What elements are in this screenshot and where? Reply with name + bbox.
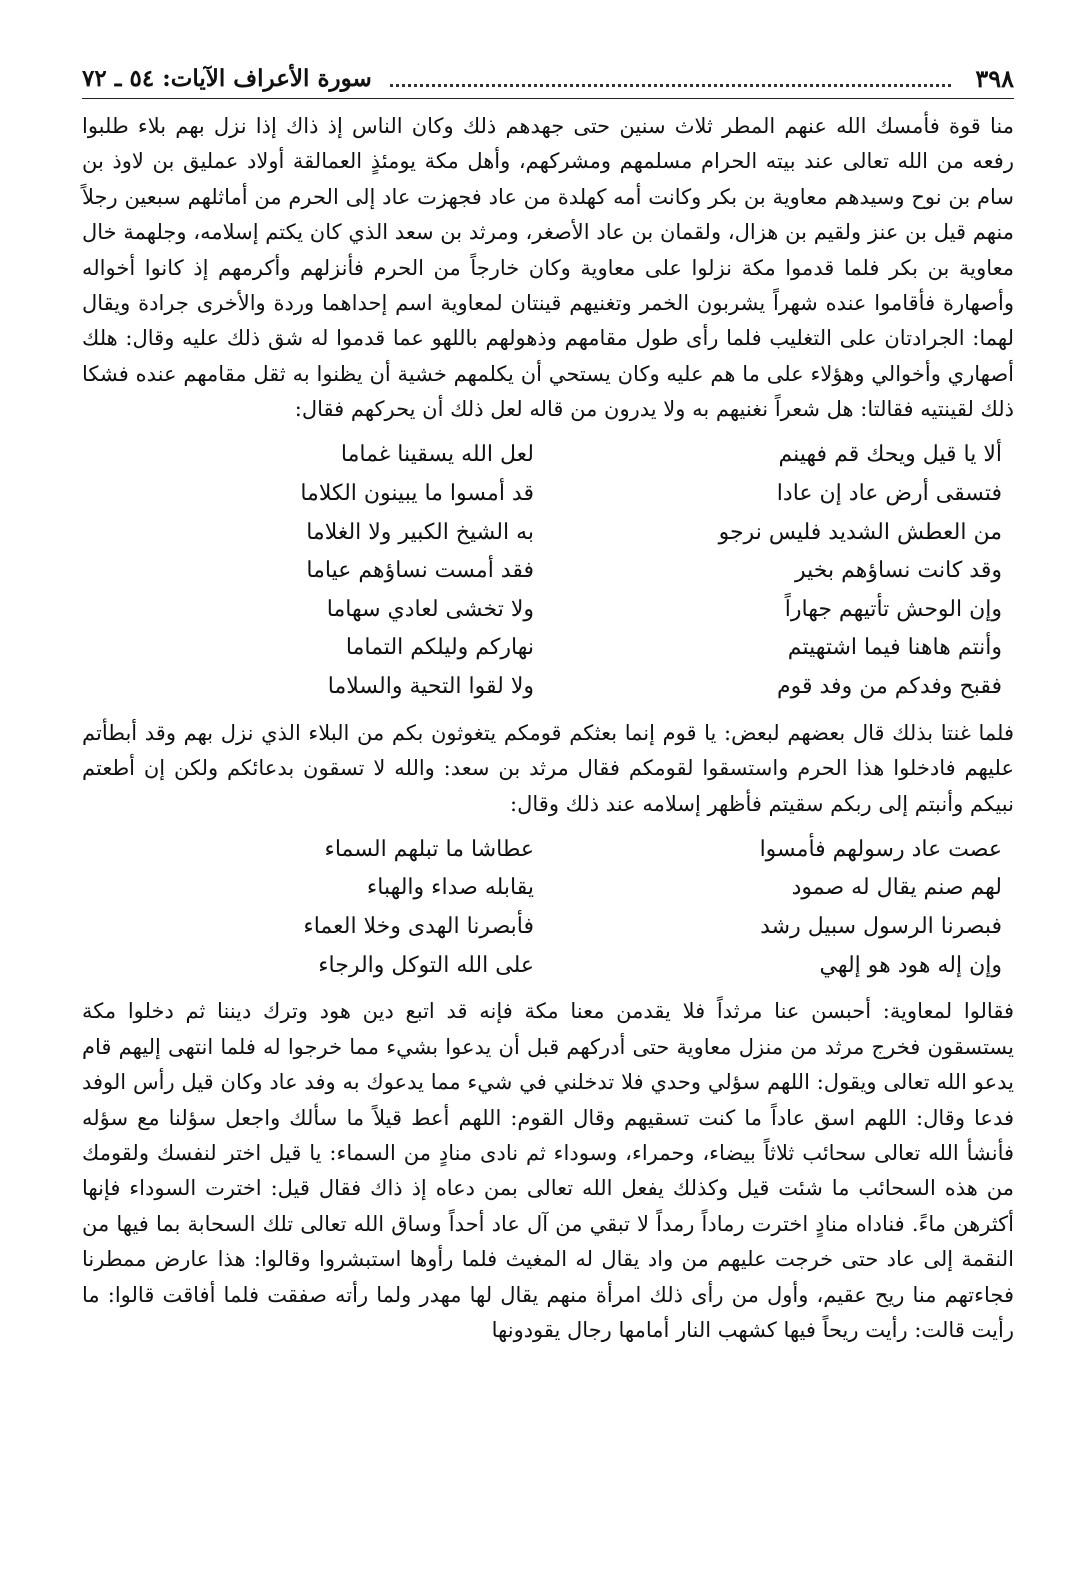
verse — [82, 513, 1014, 552]
verse-second-hemistich: على الله التوكل والرجاء — [318, 952, 534, 978]
verse-second-hemistich: نهاركم وليلكم التماما — [345, 635, 534, 661]
page-number: ٣٩٨ — [975, 63, 1014, 93]
leader-dots — [390, 70, 952, 87]
running-head — [82, 58, 1014, 99]
surah-title: سورة الأعراف الآيات: ٥٤ ـ ٧٢ — [82, 64, 372, 92]
verse-second-hemistich: لعل الله يسقينا غماما — [340, 442, 534, 468]
verse-first-hemistich: فتسقى أرض عاد إن عادا — [776, 481, 1002, 507]
poem-1 — [82, 436, 1014, 706]
verse-first-hemistich: من العطش الشديد فليس نرجو — [718, 519, 1002, 545]
verse — [82, 474, 1014, 513]
verse-second-hemistich: قد أمسوا ما يبينون الكلاما — [300, 481, 534, 507]
verse — [82, 436, 1014, 475]
poem-2 — [82, 830, 1014, 984]
verse-first-hemistich: لهم صنم يقال له صمود — [791, 875, 1002, 901]
verse-second-hemistich: فأبصرنا الهدى وخلا العماء — [303, 914, 534, 940]
verse — [82, 946, 1014, 985]
verse — [82, 907, 1014, 946]
verse — [82, 551, 1014, 590]
verse-second-hemistich: ولا تخشى لعادي سهاما — [326, 596, 534, 622]
verse-first-hemistich: ألا يا قيل ويحك قم فهينم — [778, 442, 1002, 468]
verse-second-hemistich: فقد أمست نساؤهم عياما — [306, 558, 534, 584]
verse-second-hemistich: يقابله صداء والهباء — [366, 875, 534, 901]
verse — [82, 667, 1014, 706]
verse-first-hemistich: فبصرنا الرسول سبيل رشد — [760, 914, 1002, 940]
verse — [82, 830, 1014, 869]
paragraph-1: منا قوة فأمسك الله عنهم المطر ثلاث سنين حتى جهدهم ذلك وكان الناس إذ ذاك إذا نزل بهم بلاء طلبوا رفعه من الله تعالى عند بيته الحرام مسلمهم ومشركهم، وأهل مكة يومئذٍ العمالقة أولاد عمليق بن لاوذ بن سام بن نوح وسيدهم معاوية بن بكر وكانت أمه كهلدة من عاد فجهزت عاد إلى الحرم من أماثلهم سبعين رجلاً منهم قيل بن عنز ولقيم بن هزال، ولقمان بن عاد الأصغر، ومرثد بن سعد الذي كان يكتم إسلامه، وجلهمة خال معاوية بن بكر فلما قدموا مكة نزلوا على معاوية وكان خارجاً من الحرم فأنزلهم وأكرمهم إذ كانوا أخواله وأصهارة فأقاموا عنده شهراً يشربون الخمر وتغنيهم قينتان لمعاوية اسم إحداهما وردة والأخرى جرادة ويقال لهما: الجرادتان على التغليب فلما رأى طول مقامهم وذهولهم باللهو عما قدموا له شق ذلك عليه وقال: هلك أصهاري وأخوالي وهؤلاء على ما هم عليه وكان يستحي أن يكلمهم خشية أن يظنوا به ثقل مقامهم عنده فشكا ذلك لقينتيه فقالتا: هل شعراً نغنيهم به ولا يدرون من قاله لعل ذلك أن يحركهم فقال: — [82, 114, 1014, 422]
paragraph-3: فقالوا لمعاوية: أحبسن عنا مرثداً فلا يقدمن معنا مكة فإنه قد اتبع دين هود وترك ديننا ثم دخلوا مكة يستسقون فخرج مرثد من منزل معاوية حتى أدركهم قبل أن يدعوا بشيء مما خرجوا له فلما انتهى إليهم قام يدعو الله تعالى ويقول: اللهم سؤلي وحدي فلا تدخلني في شيء مما يدعوك به وفد عاد وكان قيل رأس الوفد فدعا وقال: اللهم اسق عاداً ما كنت تسقيهم وقال القوم: اللهم أعط قيلاً ما سألك واجعل سؤلنا مع سؤله فأنشأ الله تعالى سحائب ثلاثاً بيضاء، وحمراء، وسوداء ثم نادى منادٍ من السماء: يا قيل اختر لنفسك ولقومك من هذه السحائب ما شئت قيل وكذلك يفعل الله تعالى بمن دعاه إذ ذاك فقال قيل: اخترت السوداء فإنها أكثرهن ماءً. فناداه منادٍ اخترت رماداً رمداً لا تبقي من آل عاد أحداً وساق الله تعالى تلك السحابة بما فيها من النقمة إلى عاد حتى خرجت عليهم من واد يقال له المغيث فلما رأوها استبشروا وقالوا: هذا عارض ممطرنا فجاءتهم منا ريح عقيم، وأول من رأى ذلك امرأة منهم يقال لها مهدر ولما رأته صفقت فلما أفاقت قالوا: ما رأيت قالت: رأيت ريحاً فيها كشهب النار أمامها رجال يقودونها — [82, 999, 1014, 1343]
verse — [82, 629, 1014, 668]
verse-first-hemistich: وإن الوحش تأتيهم جهاراً — [784, 596, 1002, 622]
verse-first-hemistich: عصت عاد رسولهم فأمسوا — [759, 836, 1002, 862]
verse — [82, 590, 1014, 629]
verse-second-hemistich: عطاشا ما تبلهم السماء — [324, 836, 534, 862]
verse-first-hemistich: فقبح وفدكم من وفد قوم — [777, 674, 1002, 700]
verse — [82, 869, 1014, 908]
verse-first-hemistich: وإن إله هود هو إلهي — [819, 952, 1002, 978]
paragraph-2: فلما غنتا بذلك قال بعضهم لبعض: يا قوم إنما بعثكم قومكم يتغوثون بكم من البلاء الذي نزل بهم وقد أبطأتم عليهم فادخلوا هذا الحرم واستسقوا لقومكم فقال مرثد بن سعد: والله لا تسقون بدعائكم ولكن إن أطعتم نبيكم وأنبتم إلى ربكم سقيتم فأظهر إسلامه عند ذلك وقال: — [82, 720, 1014, 816]
verse-second-hemistich: ولا لقوا التحية والسلاما — [327, 674, 534, 700]
verse-first-hemistich: وأنتم هاهنا فيما اشتهيتم — [787, 635, 1002, 661]
verse-second-hemistich: به الشيخ الكبير ولا الغلاما — [306, 519, 534, 545]
verse-first-hemistich: وقد كانت نساؤهم بخير — [795, 558, 1002, 584]
